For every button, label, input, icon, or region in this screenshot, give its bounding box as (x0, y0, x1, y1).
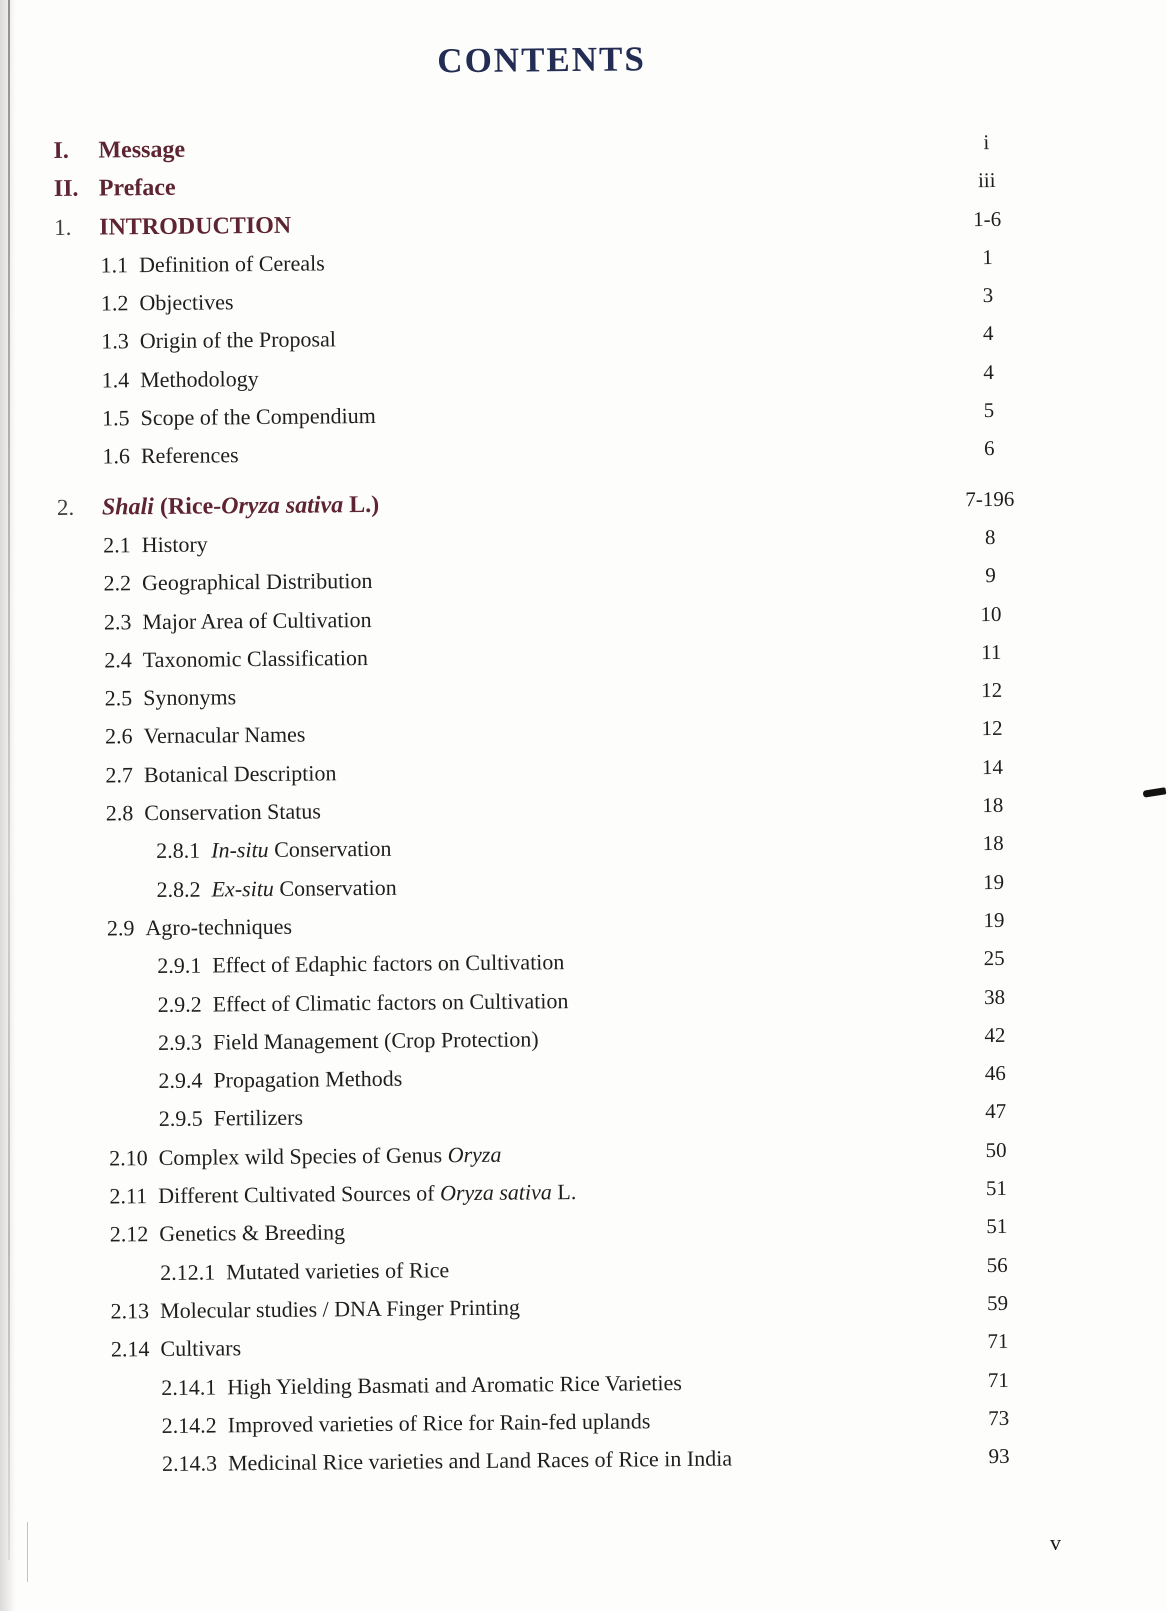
toc-entry-number: I. (53, 137, 69, 164)
toc-entry-page: 38 (983, 984, 1006, 1009)
toc-label-italic-segment: Oryza sativa (221, 491, 344, 520)
toc-entry-page: iii (977, 168, 996, 193)
toc-entry-label (160, 1288, 520, 1330)
toc-entry-number: 1.2 (100, 290, 129, 316)
toc-entry-label (143, 639, 368, 679)
toc-entry-page: 50 (985, 1137, 1007, 1162)
toc-entry-page: 93 (988, 1443, 1010, 1469)
toc-entry-label (158, 1135, 501, 1177)
toc-label-segment: Fertilizers (213, 1105, 304, 1131)
toc-entry-label (142, 601, 371, 641)
toc-label-segment: Conservation (268, 836, 392, 863)
toc-entry-label (140, 360, 259, 399)
toc-entry-number: 2.14.2 (161, 1412, 217, 1438)
toc-label-segment: Effect of Edaphic factors on Cultivation (212, 949, 565, 978)
toc-entry-page: 12 (981, 678, 1003, 703)
toc-entry-label (211, 868, 397, 908)
toc-entry-page: 14 (981, 754, 1004, 779)
toc-entry-page: 18 (982, 792, 1004, 818)
toc-label-segment: Major Area of Cultivation (142, 606, 372, 634)
toc-entry-number: 2.8 (105, 800, 134, 826)
toc-entry-page: 11 (981, 639, 1002, 664)
toc-entry-number: 2.9.3 (157, 1029, 203, 1055)
toc-label-segment: Synonyms (143, 684, 237, 711)
toc-label-segment: Origin of the Proposal (139, 326, 337, 354)
toc-entry-number: 2.9.4 (158, 1067, 203, 1094)
toc-entry-label (143, 678, 236, 717)
toc-label-segment: (Rice- (153, 493, 222, 520)
toc-label-segment: Vernacular Names (143, 722, 306, 749)
toc-entry-page: 47 (985, 1099, 1007, 1124)
toc-entry-page: 56 (986, 1252, 1008, 1277)
toc-entry-label (99, 206, 291, 246)
toc-label-italic-segment: Shali (101, 493, 155, 521)
toc-entry-page: 51 (986, 1214, 1008, 1239)
toc-label-segment: Methodology (140, 365, 259, 392)
toc-label-segment: Definition of Cereals (138, 250, 325, 278)
toc-label-italic-segment: Oryza (447, 1141, 502, 1167)
toc-label-segment: INTRODUCTION (99, 212, 292, 241)
toc-label-segment: L. (551, 1179, 577, 1205)
pen-mark (1143, 787, 1167, 798)
toc-label-segment: Mutated varieties of Rice (226, 1256, 450, 1284)
toc-entry-number: 2.1 (103, 532, 131, 558)
toc-entry-number: 1.4 (101, 367, 130, 393)
toc-entry-page: 6 (983, 436, 995, 461)
toc-entry-number: 2.9.1 (157, 952, 202, 979)
page-title: CONTENTS (437, 39, 647, 81)
toc-entry-label (144, 754, 337, 794)
toc-label-segment: Conservation Status (144, 798, 322, 826)
toc-entry-number: 2.5 (104, 685, 133, 711)
toc-entry-label (227, 1364, 682, 1407)
toc-entry-number: 1.6 (102, 443, 131, 469)
toc-entry-page: 3 (982, 283, 994, 308)
toc-label-segment: High Yielding Basmati and Aromatic Rice Varieties (227, 1369, 682, 1399)
toc-entry-number: 2.9.5 (158, 1106, 203, 1132)
toc-entry-number: 2.2 (103, 570, 132, 596)
toc-entry-number: 2.14 (110, 1336, 150, 1362)
toc-entry-number: 2.14.3 (161, 1450, 218, 1477)
toc-entry-number: 2.11 (109, 1183, 148, 1209)
toc-entry-label (213, 1020, 539, 1061)
toc-entry-number: 1.5 (101, 405, 130, 431)
toc-entry-page: 71 (987, 1367, 1009, 1392)
toc-label-italic-segment: Oryza sativa (439, 1179, 552, 1206)
toc-entry-number: 2.4 (104, 647, 132, 673)
toc-entry-number: 2.8.2 (156, 876, 201, 902)
toc-label-segment: Preface (98, 175, 176, 202)
toc-entry (56, 429, 1034, 477)
toc-entry-page: 19 (982, 869, 1005, 894)
toc-entry-page: 73 (988, 1405, 1010, 1430)
toc-entry-number: 2.6 (104, 723, 133, 749)
toc-entry-label (214, 1099, 304, 1138)
toc-label-segment: Effect of Climatic factors on Cultivation (212, 987, 569, 1017)
toc-entry-label (140, 397, 376, 438)
toc-entry-label (212, 982, 568, 1024)
toc-label-segment: Conservation (273, 874, 397, 901)
toc-label-segment: Taxonomic Classification (142, 644, 369, 673)
toc-entry-label (212, 943, 564, 985)
toc-entry-page: 4 (983, 359, 994, 384)
toc-entry-label (158, 1173, 576, 1215)
toc-label-segment: Propagation Methods (213, 1065, 403, 1093)
toc-label-segment: Agro-techniques (145, 913, 293, 941)
toc-entry-number: 1.3 (101, 328, 129, 355)
toc-entry-page: 10 (980, 601, 1002, 626)
toc-entry-label (213, 1060, 402, 1100)
toc-entry-label (139, 244, 325, 284)
toc-label-segment: Genetics & Breeding (159, 1219, 346, 1247)
toc-entry-label (228, 1402, 651, 1444)
toc-entry-page: 1 (982, 244, 993, 269)
toc-label-segment: References (140, 442, 239, 469)
scan-edge-artifact (27, 1522, 28, 1582)
toc-entry-number: 2.3 (103, 608, 132, 635)
toc-entry-label (98, 131, 185, 170)
toc-label-segment: Scope of the Compendium (140, 402, 376, 431)
toc-entry-number: 2. (56, 494, 75, 520)
toc-entry-page: 8 (984, 524, 996, 550)
toc-entry-page: 46 (984, 1061, 1006, 1086)
toc-entry-label (226, 1251, 449, 1291)
toc-entry-page: 12 (981, 716, 1003, 741)
toc-entry-page: 9 (985, 563, 996, 588)
toc-entry-label (144, 793, 321, 833)
toc-label-segment: Different Cultivated Sources of (158, 1180, 441, 1209)
toc-entry-label (140, 321, 337, 361)
toc-entry-number: 1. (54, 214, 72, 240)
toc-entry-number: 1.1 (100, 252, 129, 278)
toc-entry-page: 4 (982, 321, 994, 346)
toc-entry-page: 1-6 (973, 206, 1002, 231)
toc-entry-page: 5 (983, 398, 995, 423)
toc-label-segment: Medicinal Rice varieties and Land Races of Rice in India (227, 1445, 733, 1476)
toc-entry-label (142, 562, 373, 603)
toc-entry-label (145, 908, 292, 948)
toc-entry-number: II. (53, 176, 79, 203)
toc-entry-label (211, 830, 392, 870)
page-content (52, 0, 1044, 1484)
toc-entry-page: 18 (982, 831, 1004, 856)
toc-entry-number: 2.8.1 (156, 837, 201, 864)
toc-list (53, 123, 1044, 1485)
toc-entry-label (142, 525, 208, 564)
toc-entry-number: 2.13 (110, 1298, 150, 1324)
toc-label-segment: L.) (343, 491, 380, 518)
toc-label-segment: Geographical Distribution (141, 568, 373, 596)
toc-label-segment: Molecular studies / DNA Finger Printing (159, 1294, 521, 1323)
toc-label-segment: Improved varieties of Rice for Rain-fed uplands (227, 1408, 651, 1438)
toc-label-segment: Field Management (Crop Protection) (212, 1026, 539, 1055)
toc-label-segment: History (141, 531, 208, 558)
toc-entry-page: 19 (983, 907, 1005, 933)
toc-entry-label (102, 486, 380, 527)
toc-entry-label (160, 1329, 241, 1368)
toc-label-italic-segment: In-situ (211, 837, 269, 863)
toc-entry-label (99, 169, 176, 208)
toc-entry-number: 2.12.1 (160, 1259, 216, 1285)
toc-entry-label (228, 1440, 732, 1483)
toc-entry-label (141, 437, 239, 476)
toc-entry (66, 1437, 1044, 1485)
toc-entry-number: 2.14.1 (161, 1373, 217, 1400)
toc-entry-page: 25 (983, 946, 1005, 971)
page-number-footer: v (1050, 1530, 1061, 1555)
toc-entry-label (143, 716, 305, 756)
toc-label-segment: Cultivars (160, 1335, 242, 1362)
toc-entry-number: 2.9 (106, 915, 135, 941)
toc-entry-page: i (983, 130, 990, 155)
toc-entry-number: 2.9.2 (157, 991, 202, 1017)
toc-entry-label (139, 283, 233, 322)
toc-label-segment: Message (98, 136, 186, 164)
toc-label-segment: Botanical Description (143, 760, 337, 787)
toc-label-italic-segment: Ex-situ (211, 875, 274, 902)
toc-entry-page: 42 (984, 1022, 1006, 1047)
toc-entry-page: 71 (987, 1329, 1009, 1354)
toc-entry-label (159, 1214, 345, 1254)
toc-entry-page: 59 (986, 1290, 1009, 1315)
toc-entry-number: 2.12 (109, 1221, 149, 1247)
toc-entry-number: 2.10 (108, 1144, 148, 1171)
toc-entry-page: 7-196 (965, 486, 1015, 511)
scan-edge-line (8, 0, 10, 1560)
toc-label-segment: Objectives (139, 289, 234, 316)
toc-label-segment: Complex wild Species of Genus (158, 1141, 448, 1170)
toc-entry-page: 51 (985, 1175, 1008, 1201)
toc-entry-number: 2.7 (105, 762, 134, 788)
